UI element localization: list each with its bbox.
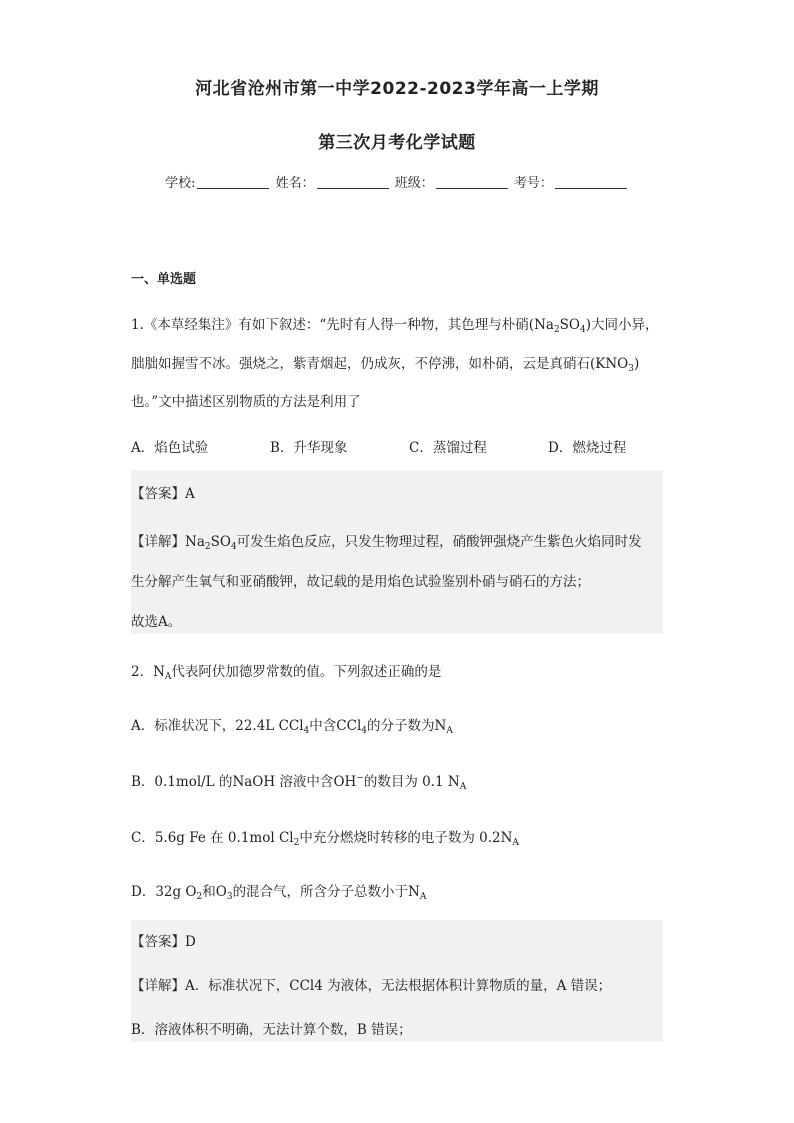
q1-detail-line2: 生分解产生氧气和亚硝酸钾，故记载的是用焰色试验鉴别朴硝与硝石的方法； bbox=[131, 574, 590, 590]
q1-option-c[interactable]: C．蒸馏过程 bbox=[409, 440, 487, 456]
doc-title-line2: 第三次月考化学试题 bbox=[318, 133, 476, 153]
q1-answer: 【答案】A bbox=[131, 486, 195, 502]
q1-line1: 1.《本草经集注》有如下叙述：“先时有人得一种物，其色理与朴硝$(Na_2SO_4)$大同小异， bbox=[131, 317, 659, 335]
class-label: 班级： bbox=[394, 176, 434, 191]
q2-detail-line1: 【详解】A．标准状况下，CCl4 为液体，无法根据体积计算物质的量，A 错误； bbox=[131, 978, 612, 994]
doc-title-line1: 河北省沧州市第一中学2022-2023学年高一上学期 bbox=[195, 79, 599, 99]
q1-line2: 朏朏如握雪不冰。强烧之，紫青烟起，仍成灰，不停沸，如朴硝，云是真硝石$(KNO_3)$ bbox=[131, 356, 640, 374]
q2-option-b[interactable]: B．0.1mol/L 的NaOH 溶液中含OH−的数目为 0.1 $N_A$ bbox=[131, 773, 467, 792]
q1-option-b[interactable]: B．升华现象 bbox=[270, 440, 348, 456]
q1-option-a[interactable]: A．焰色试验 bbox=[131, 440, 209, 456]
number-label: 考号： bbox=[513, 176, 553, 191]
q2-option-a[interactable]: A．标准状况下，22.4L CCl$_4$中含CCl$_4$的分子数为$N_A$ bbox=[131, 718, 453, 736]
number-blank[interactable] bbox=[555, 174, 627, 189]
q2-stem: 2．$N_A$代表阿伏加德罗常数的值。下列叙述正确的是 bbox=[131, 664, 442, 682]
name-label: 姓名： bbox=[275, 176, 315, 191]
q1-detail-line1: 【详解】$Na_2SO_4$可发生焰色反应，只发生物理过程，硝酸钾强烧产生紫色火焰同时发 bbox=[131, 534, 642, 552]
school-blank[interactable] bbox=[197, 174, 269, 189]
q2-option-c[interactable]: C．5.6g Fe 在 0.1mol $Cl_2$中充分燃烧时转移的电子数为 $0.2N_A$ bbox=[131, 830, 519, 848]
q2-detail-line2: B．溶液体积不明确，无法计算个数，B 错误； bbox=[131, 1022, 412, 1038]
name-blank[interactable] bbox=[317, 174, 389, 189]
student-info-row bbox=[0, 172, 794, 191]
class-blank[interactable] bbox=[436, 174, 508, 189]
q1-option-d[interactable]: D．燃烧过程 bbox=[548, 440, 627, 456]
q1-line3: 也。”文中描述区别物质的方法是利用了 bbox=[131, 394, 361, 410]
section-heading: 一、单选题 bbox=[131, 272, 197, 287]
q1-detail-line3: 故选A。 bbox=[131, 614, 182, 630]
q2-option-d[interactable]: D．32g $O_2$和$O_3$的混合气，所含分子总数小于$N_A$ bbox=[131, 884, 427, 902]
q2-answer: 【答案】D bbox=[131, 934, 196, 950]
school-label: 学校: bbox=[165, 176, 196, 191]
